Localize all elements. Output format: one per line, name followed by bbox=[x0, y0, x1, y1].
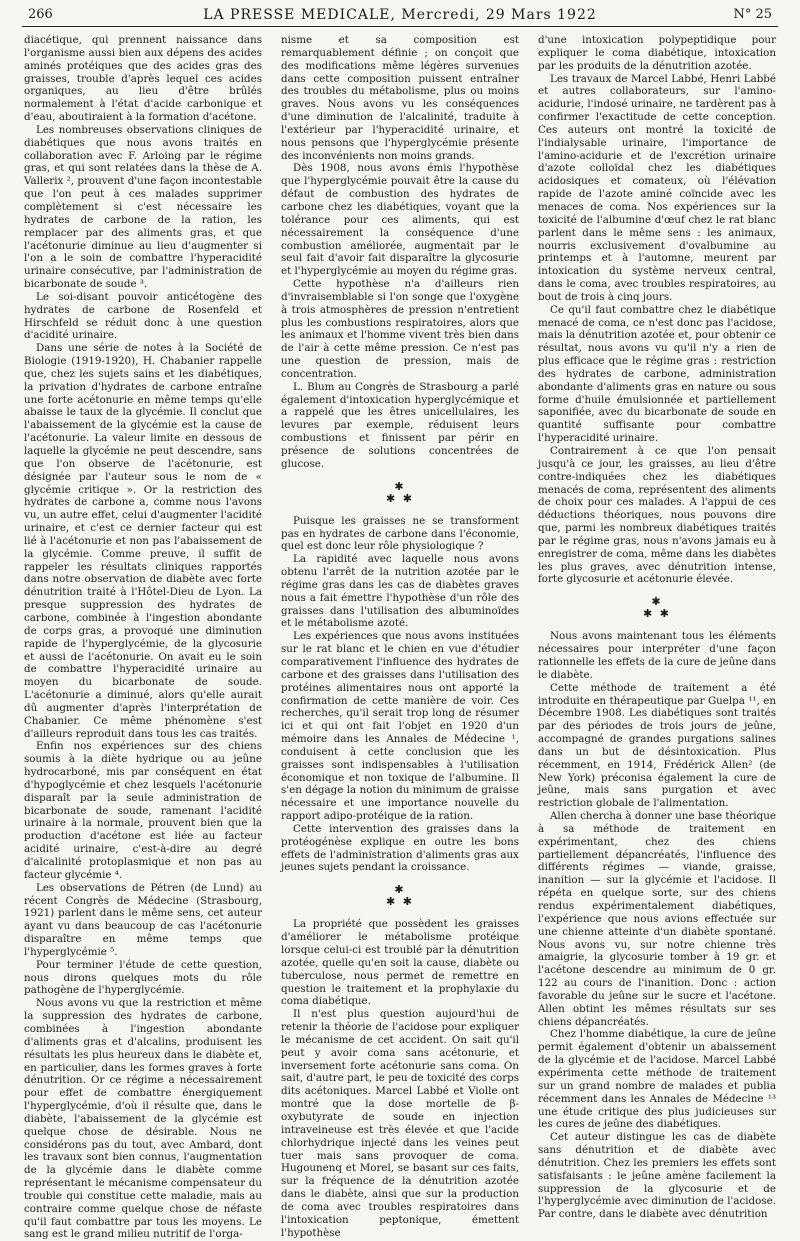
paragraph: Il n'est plus question aujourd'hui de retenir la théorie de l'acidose pour expliquer le mécanisme de cet accident. On sait qu'il peut y avoir coma sans acétonurie, et inversement forte acétonurie sans coma. On sait, d'autre part, le peu de toxicité des corps dits acétoniques. Marcel Labbé et Violle ont montré que la dose mortelle de β-oxybutyrate de soude en injection intraveineuse est très élevée et que l'acide chlorhydrique injecté dans les veines peut tuer mais sans provoquer de coma. Hugounenq et Morel, se basant sur ces faits, sur la fréquence de la dénutrition azotée dans le diabète, ainsi que sur la production de coma avec troubles respiratoires dans l'intoxication peptonique, émettent l'hypothèse bbox=[281, 1008, 519, 1239]
journal-title: LA PRESSE MEDICALE, Mercredi, 29 Mars 1922 bbox=[203, 7, 597, 23]
paragraph: Allen chercha à donner une base théorique à sa méthode de traitement en expérimentant, chez des chiens partiellement dépancréatés, l'influence des différents régimes — viande, graisse, inanition — sur la glycémie et l'acidose. Il répéta en quelque sorte, sur des chiens rendus expérimentalement diabétiques, l'expérience que nous avions effectuée sur une chienne atteinte d'un diabète spontané. Nous avons vu, sur notre chienne très amaigrie, la glycosurie tomber à 19 gr. et l'acétone descendre au minimum de 0 gr. 122 au cours de l'inanition. Donc : action favorable du jeûne sur le sucre et l'acétone. Allen obtint les mêmes résultats sur ses chiens dépancréatés. bbox=[538, 810, 776, 1028]
paragraph: Dès 1908, nous avons émis l'hypothèse que l'hyperglycémie pouvait être la cause du défaut de combustion des hydrates de carbone chez les diabétiques, voyant que la tolérance pour ces aliments, qui est nécessairement la conséquence d'une combustion améliorée, augmentait par le seul fait d'avoir fait disparaître la glycosurie et l'hyperglycémie au moyen du régime gras. bbox=[281, 162, 519, 278]
paragraph: Contrairement à ce que l'on pensait jusqu'à ce jour, les graisses, au lieu d'être contre-indiquées chez les diabétiques menacés de coma, représentent des aliments de choix pour ces malades. A l'appui de ces déductions théoriques, nous pouvons dire que, parmi les nombreux diabétiques traités par le régime gras, nous n'avons jamais eu à enregistrer de coma, même dans les diabètes les plus graves, avec dénutrition intense, forte glycosurie et acétonurie élevée. bbox=[538, 445, 776, 586]
issue-number: N° 25 bbox=[733, 7, 772, 22]
paragraph: Les nombreuses observations cliniques de diabétiques que nous avons traités en collaboration avec F. Arloing par le régime gras, et qui sont relatées dans la thèse de A. Vallerix ², prouvent d'une façon incontestable que l'on peut à ces malades supprimer complètement si c'est nécessaire les hydrates de carbone de la ration, les remplacer par des aliments gras, et que l'acétonurie diminue au lieu d'augmenter si l'on a le soin de combattre l'hyperacidité urinaire consécutive, par l'administration de bicarbonate de soude ³. bbox=[24, 123, 262, 291]
paragraph: Le soi-disant pouvoir anticétogène des hydrates de carbone de Rosenfeld et Hirschfeld se réduit donc à une question d'acidité urinaire. bbox=[24, 290, 262, 342]
paragraph: Nous avons vu que la restriction et même la suppression des hydrates de carbone, combinées à l'ingestion abondante d'aliments gras et d'alcalins, produisent les résultats les plus heureux dans le diabète et, en particulier, dans les formes graves à forte dénutrition. Or ce régime a nécessairement pour effet de combattre énergiquement l'hyperglycémie, d'où il résulte que, dans le diabète, l'abaissement de la glycémie est quelque chose de désirable. Nous ne considérons pas du tout, avec Ambard, dont les travaux sont bien connus, l'augmentation de la glycémie dans le diabète comme représentant le mécanisme compensateur du trouble qui constitue cette maladie, mais au contraire comme quelque chose de néfaste qu'il faut combattre par tous les moyens. Le sang est le grand milieu nutritif de l'orga- bbox=[24, 997, 262, 1241]
paragraph: Cette intervention des graisses dans la protéogénèse explique en outre les bons effets de l'administration d'aliments gras aux jeunes sujets pendant la croissance. bbox=[281, 822, 519, 874]
paragraph: Les expériences que nous avons instituées sur le rat blanc et le chien en vue d'étudier comparativement l'influence des hydrates de carbone et des graisses dans l'utilisation des protéines alimentaires nous ont apporté la confirmation de cette manière de voir. Ces recherches, qu'il serait trop long de résumer ici et qui ont fait l'objet en 1920 d'un mémoire dans les Annales de Médecine ¹, conduisent à cette conclusion que les graisses sont indispensables à l'utilisation économique et non toxique de l'albumine. Il s'en dégage la notion du minimum de graisse nécessaire et une importance nouvelle du rapport adipo-protéique de la ration. bbox=[281, 630, 519, 823]
asterism-bottom: ✱ ✱ bbox=[643, 607, 671, 621]
paragraph: Enfin nos expériences sur des chiens soumis à la diète hydrique ou au jeûne hydrocarboné, mis par conséquent en état d'hypoglycémie et chez lesquels l'acétonurie disparaît par la seule administration de bicarbonate de soude, ramenant l'acidité urinaire à la normale, prouvent bien que la production d'acétone est liée au facteur acidité urinaire, c'est-à-dire au degré d'alcalinité protoplasmique et non pas au facteur glycémie ⁴. bbox=[24, 740, 262, 881]
paragraph: Pour terminer l'étude de cette question, nous dirons quelques mots du rôle pathogène de l'hyperglycémie. bbox=[24, 958, 262, 997]
paragraph: diacétique, qui prennent naissance dans l'organisme aussi bien aux dépens des acides aminés protéiques que des acides gras des graisses, trouble d'après lequel ces acides organiques, au lieu d'être brûlés normalement à l'état d'acide carbonique et d'eau, aboutiraient à la formation d'acétone. bbox=[24, 34, 262, 124]
paragraph: Les observations de Pétren (de Lund) au récent Congrès de Médecine (Strasbourg, 1921) parlent dans le même sens, cet auteur ayant vu dans beaucoup de cas l'acétonurie disparaître en même temps que l'hyperglycémie ⁵. bbox=[24, 881, 262, 958]
asterism-bottom: ✱ ✱ bbox=[386, 895, 414, 909]
paragraph: Chez l'homme diabétique, la cure de jeûne permit également d'obtenir un abaissement de la glycémie et de l'acidose. Marcel Labbé expérimenta cette méthode de traitement sur un grand nombre de malades et publia récemment dans les Annales de Médecine ¹³ une étude critique des plus judicieuses sur les cures de jeûne des diabétiques. bbox=[538, 1028, 776, 1131]
column-2 bbox=[281, 34, 519, 1239]
paragraph: Nous avons maintenant tous les éléments nécessaires pour interpréter d'une façon rationnelle les effets de la cure de jeûne dans le diabète. bbox=[538, 630, 777, 681]
paragraph: nisme et sa composition est remarquablement définie ; on conçoit que des modifications même légères survenues dans cette composition puissent entraîner des troubles du métabolisme, plus ou moins graves. Nous avons vu les conséquences d'une diminution de l'alcalinité, traduite à l'extérieur par l'hyperacidité urinaire, et nous pensons que l'hyperglycémie présente des inconvénients non moins grands. bbox=[281, 34, 519, 162]
asterism-top: ✱ bbox=[394, 883, 406, 897]
asterism-top: ✱ bbox=[394, 479, 406, 493]
paragraph: Puisque les graisses ne se transforment pas en hydrates de carbone dans l'économie, quel est donc leur rôle physiologique ? bbox=[281, 514, 519, 553]
section-separator bbox=[281, 481, 519, 505]
page-header bbox=[22, 6, 778, 24]
page-number: 266 bbox=[28, 7, 53, 22]
paragraph: Les travaux de Marcel Labbé, Henri Labbé et autres collaborateurs, sur l'amino-acidurie, l'indosé urinaire, ne tardèrent pas à confirmer l'exactitude de cette conception. Ces auteurs ont montré la toxicité de l'indialysable urinaire, l'importance de l'amino-acidurie et de l'excrétion urinaire d'azote colloïdal chez les diabétiques acidosiques et comateux, où l'élévation rapide de l'azote aminé coïncide avec les menaces de coma. Nos expériences sur la toxicité de l'albumine d'œuf chez le rat blanc parlent dans le même sens : les animaux, nourris exclusivement d'ovalbumine au printemps et à l'automne, meurent par intoxication du système nerveux central, dans le coma, avec troubles respiratoires, au bout de trois à cinq jours. bbox=[538, 72, 776, 303]
column-1 bbox=[24, 34, 262, 1241]
section-separator bbox=[538, 596, 776, 620]
paragraph: Cet auteur distingue les cas de diabète sans dénutrition et de diabète avec dénutrition. Chez les premiers les effets sont satisfaisants : le jeûne amène facilement la suppression de la glycosurie et de l'hyperglycémie avec diminution de l'acidose. Par contre, dans le diabète avec dénutrition bbox=[538, 1131, 776, 1221]
paragraph: La propriété que possèdent les graisses d'améliorer le métabolisme protéique lorsque celui-ci est troublé par la dénutrition azotée, quelle qu'en soit la cause, diabète ou tuberculose, nous permet de remettre en question le traitement et la prophylaxie du coma diabétique. bbox=[281, 918, 519, 1008]
paragraph: Ce qu'il faut combattre chez le diabétique menacé de coma, ce n'est donc pas l'acidose, mais la dénutrition azotée et, pour obtenir ce résultat, nous avons vu qu'il n'y a rien de plus efficace que le régime gras : restriction des hydrates de carbone, administration abondante d'aliments gras en nature ou sous forme d'huile émulsionnée et partiellement saponifiée, avec du bicarbonate de soude en quantité suffisante pour combattre l'hyperacidité urinaire. bbox=[538, 303, 776, 445]
paragraph: Cette méthode de traitement a été introduite en thérapeutique par Guelpa ¹¹, en Décembre 1908. Les diabétiques sont traités par des périodes de trois jours de jeûne, accompagné de grandes purgations salines dans un but de désintoxication. Plus récemment, en 1914, Frédérick Allen² (de New York) préconisa également la cure de jeûne, mais sans purgation et avec restriction globale de l'alimentation. bbox=[538, 681, 776, 810]
header-rule bbox=[22, 26, 778, 27]
paragraph: Dans une série de notes à la Société de Biologie (1919-1920), H. Chabanier rappelle que, chez les sujets sains et les diabétiques, la privation d'hydrates de carbone entraîne une forte acétonurie en même temps qu'elle abaisse le taux de la glycémie. Il conclut que l'abaissement de la glycémie est la cause de l'acétonurie. La valeur limite en dessous de laquelle la glycémie ne peut descendre, sans que l'on observe de l'acétonurie, est désignée par l'auteur sous le nom de « glycémie critique ». Or la restriction des hydrates de carbone a, comme nous l'avons vu, un autre effet, celui d'augmenter l'acidité urinaire, et c'est ce dernier facteur qui est lié à l'acétonurie et non pas l'abaissement de la glycémie. Comme preuve, il suffit de rappeler les résultats cliniques rapportés dans notre observation de diabète avec forte dénutrition traité à l'Hôtel-Dieu de Lyon. La presque suppression des hydrates de carbone, combinée à l'ingestion abondante de corps gras, a provoqué une diminution rapide de l'hyperglycémie, de la glycosurie et aussi de l'acétonurie. On avait eu le soin de combattre l'hyperacidité urinaire au moyen du bicarbonate de soude. L'acétonurie a diminué, alors qu'elle aurait dû augmenter d'après l'interprétation de Chabanier. Ce même phénomène s'est d'ailleurs reproduit dans tous les cas traités. bbox=[24, 342, 262, 740]
paragraph: d'une intoxication polypeptidique pour expliquer le coma diabétique, intoxication par les produits de la dénutrition azotée. bbox=[538, 34, 776, 72]
section-separator bbox=[281, 884, 519, 908]
paragraph: Cette hypothèse n'a d'ailleurs rien d'invraisemblable si l'on songe que l'oxygène à trois atmosphères de pression n'entretient plus les combustions respiratoires, alors que les animaux et l'homme vivent très bien dans de l'air à cette même pression. Ce n'est pas une question de pression, mais de concentration. bbox=[281, 278, 519, 380]
column-3 bbox=[538, 34, 777, 1221]
paragraph: L. Blum au Congrès de Strasbourg a parlé également d'intoxication hyperglycémique et a rappelé que les êtres unicellulaires, les levures par exemple, réduisent leurs combustions et finissent par périr en présence de solutions concentrées de glucose. bbox=[281, 380, 519, 470]
asterism-top: ✱ bbox=[651, 595, 663, 609]
paragraph: La rapidité avec laquelle nous avons obtenu l'arrêt de la nutrition azotée par le régime gras dans les cas de diabètes graves nous a fait émettre l'hypothèse d'un rôle des graisses dans l'utilisation des albuminoïdes et le métabolisme azoté. bbox=[281, 553, 519, 630]
asterism-bottom: ✱ ✱ bbox=[386, 491, 414, 505]
